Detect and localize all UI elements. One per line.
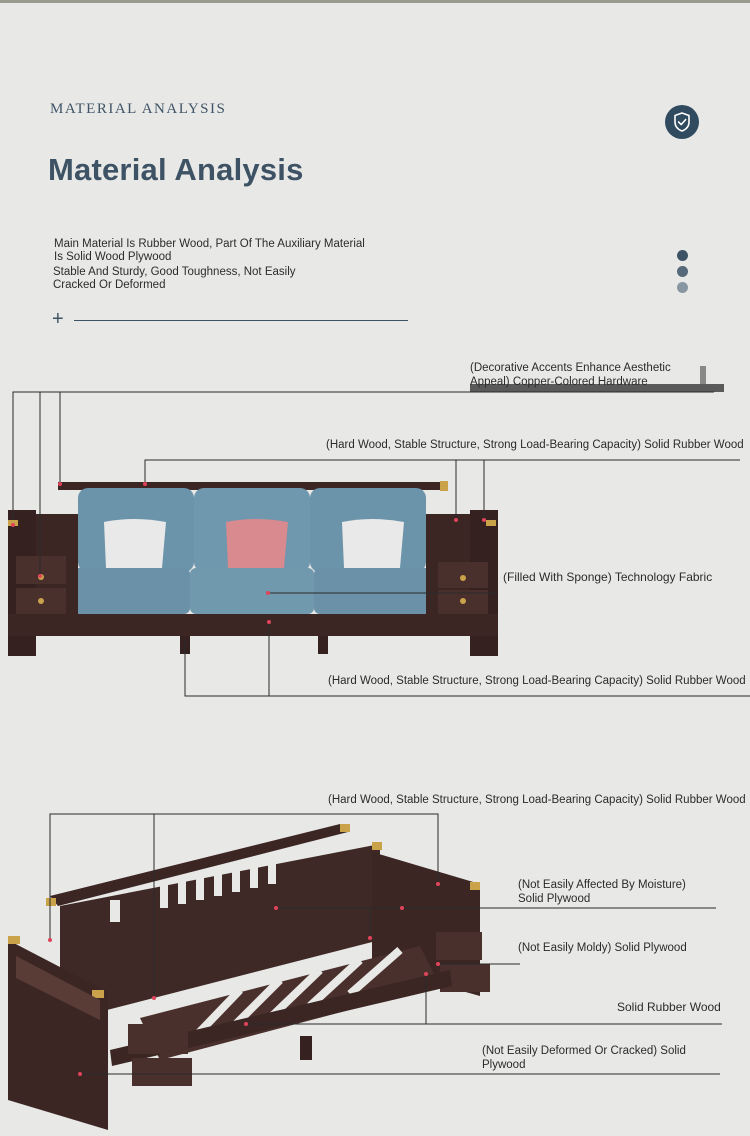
callout-moisture-line-2: Solid Plywood bbox=[518, 893, 591, 905]
callout-hardware-line-2: Appeal) Copper-Colored Hardware bbox=[470, 376, 648, 388]
callout-fabric: (Filled With Sponge) Technology Fabric bbox=[503, 570, 713, 584]
callout-rubber-wood: Solid Rubber Wood bbox=[617, 1000, 721, 1014]
section-eyebrow: MATERIAL ANALYSIS bbox=[50, 101, 227, 117]
page-title: Material Analysis bbox=[48, 152, 304, 187]
callout-backrest-wood: (Hard Wood, Stable Structure, Strong Load-Bearing Capacity) Solid Rubber Wood bbox=[326, 439, 744, 451]
callout-frame-wood: (Hard Wood, Stable Structure, Strong Load-Bearing Capacity) Solid Rubber Wood bbox=[328, 794, 746, 806]
callout-deform-line-1: (Not Easily Deformed Or Cracked) Solid bbox=[482, 1045, 686, 1057]
callout-deform-line-2: Plywood bbox=[482, 1059, 526, 1071]
callout-hardware-line-1: (Decorative Accents Enhance Aesthetic bbox=[470, 362, 671, 374]
callout-base-wood: (Hard Wood, Stable Structure, Strong Load-Bearing Capacity) Solid Rubber Wood bbox=[328, 675, 746, 687]
callout-moldy: (Not Easily Moldy) Solid Plywood bbox=[518, 942, 687, 954]
plus-icon: + bbox=[52, 308, 64, 330]
description-line-4: Cracked Or Deformed bbox=[53, 279, 166, 291]
callout-moisture-line-1: (Not Easily Affected By Moisture) bbox=[518, 879, 686, 891]
description-line-2: Is Solid Wood Plywood bbox=[54, 251, 172, 263]
description-line-3: Stable And Sturdy, Good Toughness, Not Easily bbox=[53, 266, 296, 278]
description-line-1: Main Material Is Rubber Wood, Part Of The Auxiliary Material bbox=[54, 238, 365, 250]
